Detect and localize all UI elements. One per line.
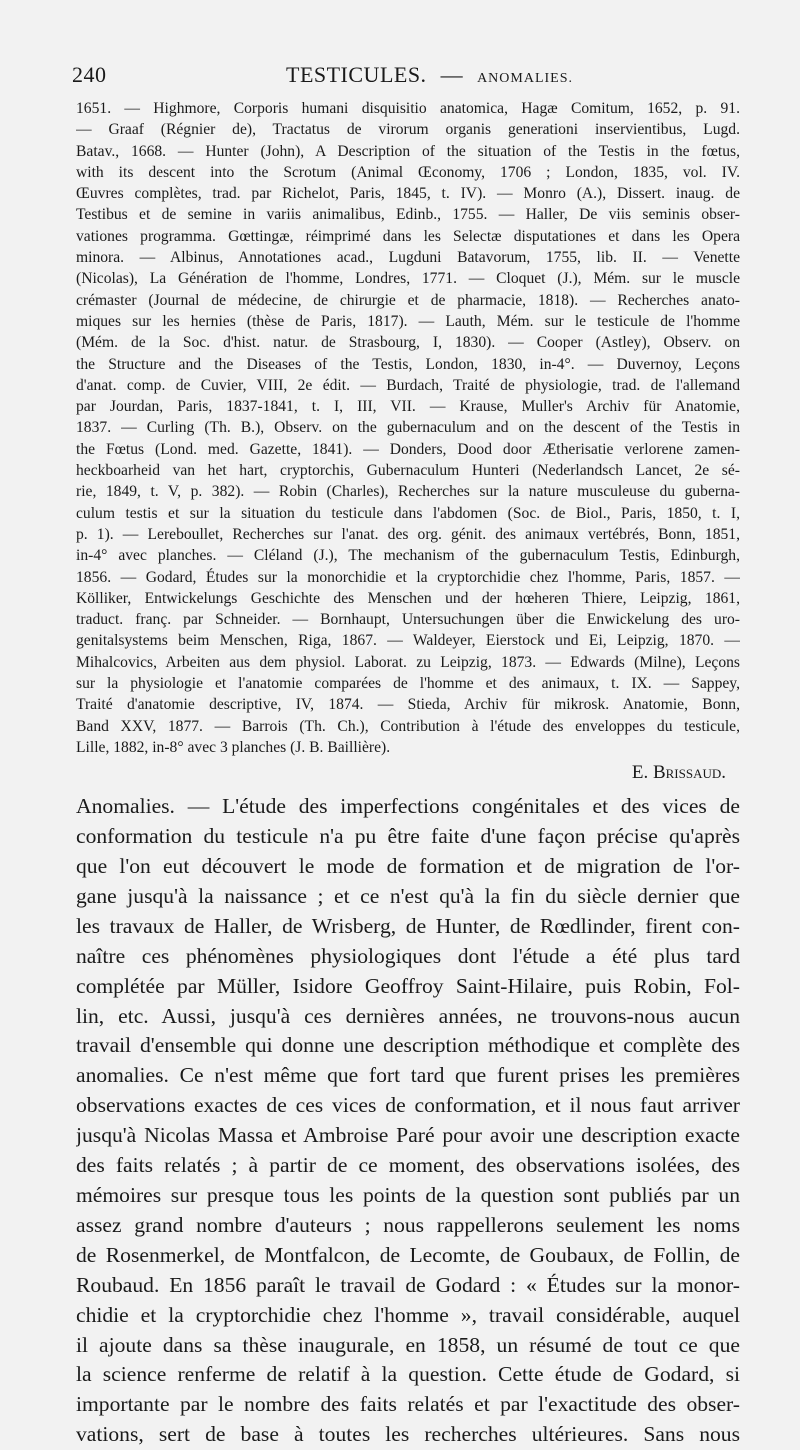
bibliography-line: in-4° avec planches. — Cléland (J.), The mechanism of the gubernaculum Testis, Edinburgh, xyxy=(76,547,740,565)
text-line: chidie et la cryptorchidie chez l'homme », travail considérable, auquel xyxy=(76,1302,740,1327)
bibliography-line: — Graaf (Régnier de), Tractatus de virorum organis generationi inservientibus, Lugd. xyxy=(76,121,740,139)
text-line: travail d'ensemble qui donne une description méthodique et complète des xyxy=(76,1033,740,1058)
main-text xyxy=(76,792,740,1450)
bibliography-line: the Structure and the Diseases of the Testis, London, 1830, in-4°. — Duvernoy, Leçons xyxy=(76,355,740,373)
text-line: vations, sert de base à toutes les recherches ultérieures. Sans nous xyxy=(76,1422,740,1447)
bibliography-line: miques sur les hernies (thèse de Paris, 1817). — Lauth, Mém. sur le testicule de l'homme xyxy=(76,312,740,330)
bibliography-line: Œuvres complètes, trad. par Richelot, Paris, 1845, t. IV). — Monro (A.), Dissert. inaug. de xyxy=(76,185,740,203)
text-line: la science renferme de relatif à la question. Cette étude de Godard, si xyxy=(76,1362,740,1387)
running-title xyxy=(286,62,573,88)
text-line: conformation du testicule n'a pu être faite d'une façon précise qu'après xyxy=(76,824,740,849)
text-line: des faits relatés ; à partir de ce moment, des observations isolées, des xyxy=(76,1153,740,1178)
bibliography-line: (Mém. de la Soc. d'hist. natur. de Strasbourg, I, 1830). — Cooper (Astley), Observ. on xyxy=(76,334,740,352)
running-title-dash: — xyxy=(440,62,464,87)
text-line: Anomalies. — L'étude des imperfections congénitales et des vices de xyxy=(76,794,740,819)
page-number: 240 xyxy=(72,62,107,87)
bibliography-line: rie, 1849, t. V, p. 382). — Robin (Charles), Recherches sur la nature musculeuse du guberna- xyxy=(76,483,740,501)
bibliography xyxy=(76,98,740,758)
text-line: de Rosenmerkel, de Montfalcon, de Lecomte, de Goubaux, de Follin, de xyxy=(76,1242,740,1267)
bibliography-line: sur la physiologie et l'anatomie comparées de l'homme et des animaux, t. IX. — Sappey, xyxy=(76,675,740,693)
text-line: que l'on eut découvert le mode de formation et de migration de l'or- xyxy=(76,854,740,879)
author-signature: E. Brissaud. xyxy=(631,762,726,784)
text-line: observations exactes de ces vices de conformation, et il nous faut arriver xyxy=(76,1093,740,1118)
text-line: gane jusqu'à la naissance ; et ce n'est qu'à la fin du siècle dernier que xyxy=(76,883,740,908)
text-line: il ajoute dans sa thèse inaugurale, en 1858, un résumé de tout ce que xyxy=(76,1332,740,1357)
bibliography-line: (Nicolas), La Génération de l'homme, Londres, 1771. — Cloquet (J.), Mém. sur le muscle xyxy=(76,270,740,288)
text-line: jusqu'à Nicolas Massa et Ambroise Paré pour avoir une description exacte xyxy=(76,1123,740,1148)
bibliography-line: Kölliker, Entwickelungs Geschichte des Menschen und der hœheren Thiere, Leipzig, 1861, xyxy=(76,589,740,607)
bibliography-line: Testibus et de semine in variis animalibus, Edinb., 1755. — Haller, De viis seminis obser- xyxy=(76,206,740,224)
text-line: les travaux de Haller, de Wrisberg, de Hunter, de Rœdlinder, firent con- xyxy=(76,913,740,938)
page-header xyxy=(72,54,740,98)
bibliography-line: Mihalcovics, Arbeiten aus dem physiol. Laborat. zu Leipzig, 1873. — Edwards (Milne), Leçons xyxy=(76,653,740,671)
text-line: mémoires sur presque tous les points de la question sont publiés par un xyxy=(76,1182,740,1207)
bibliography-line: par Jourdan, Paris, 1837-1841, t. I, III, VII. — Krause, Muller's Archiv für Anatomie, xyxy=(76,398,740,416)
bibliography-line: with its descent into the Scrotum (Animal Œconomy, 1706 ; London, 1835, vol. IV. xyxy=(76,163,740,181)
bibliography-line: p. 1). — Lereboullet, Recherches sur l'anat. des org. génit. des animaux vertébrés, Bonn, 1851, xyxy=(76,525,740,543)
bibliography-line: Traité d'anatomie descriptive, IV, 1874. — Stieda, Archiv für mikrosk. Anatomie, Bonn, xyxy=(76,696,740,714)
bibliography-line: the Fœtus (Lond. med. Gazette, 1841). — Donders, Dood door Ætherisatie verlorene zamen- xyxy=(76,440,740,458)
text-line: assez grand nombre d'auteurs ; nous rappellerons seulement les noms xyxy=(76,1212,740,1237)
bibliography-line: heckboarheid van het hart, cryptorchis, Gubernaculum Hunteri (Nederlandsch Lancet, 2e sé- xyxy=(76,462,740,480)
text-line: Roubaud. En 1856 paraît le travail de Godard : « Études sur la monor- xyxy=(76,1272,740,1297)
text-line: anomalies. Ce n'est même que fort tard que furent prises les premières xyxy=(76,1063,740,1088)
text-line: naître ces phénomènes physiologiques dont l'étude a été plus tard xyxy=(76,943,740,968)
text-line: complétée par Müller, Isidore Geoffroy Saint-Hilaire, puis Robin, Fol- xyxy=(76,973,740,998)
bibliography-line: vationes programma. Gœttingæ, réimprimé dans les Selectæ disputationes et dans les Opera xyxy=(76,227,740,245)
running-title-main: TESTICULES. xyxy=(286,62,427,87)
bibliography-line: 1651. — Highmore, Corporis humani disquisitio anatomica, Hagæ Comitum, 1652, p. 91. xyxy=(76,100,740,117)
bibliography-line: traduct. franç. par Schneider. — Bornhaupt, Untersuchungen über die Enwickelung des uro- xyxy=(76,611,740,629)
bibliography-line: 1856. — Godard, Études sur la monorchidie et la cryptorchidie chez l'homme, Paris, 1857. — xyxy=(76,568,740,586)
bibliography-line: genitalsystems beim Menschen, Riga, 1867. — Waldeyer, Eierstock und Ei, Leipzig, 1870. — xyxy=(76,632,740,650)
bibliography-line: Batav., 1668. — Hunter (John), A Description of the situation of the Testis in the fœtus, xyxy=(76,142,740,160)
text-line: importante par le nombre des faits relatés et par l'exactitude des obser- xyxy=(76,1392,740,1417)
text-line: lin, etc. Aussi, jusqu'à ces dernières années, ne trouvons-nous aucun xyxy=(76,1003,740,1028)
bibliography-line: Band XXV, 1877. — Barrois (Th. Ch.), Contribution à l'étude des enveloppes du testicule, xyxy=(76,717,740,735)
bibliography-line: crémaster (Journal de médecine, de chirurgie et de pharmacie, 1818). — Recherches anato- xyxy=(76,291,740,309)
bibliography-line: 1837. — Curling (Th. B.), Observ. on the gubernaculum and on the descent of the Testis in xyxy=(76,419,740,437)
bibliography-line: d'anat. comp. de Cuvier, VIII, 2e édit. — Burdach, Traité de physiologie, trad. de l'allemand xyxy=(76,376,740,394)
bibliography-line: culum testis et sur la situation du testicule dans l'abdomen (Soc. de Biol., Paris, 1850, t. I, xyxy=(76,504,740,522)
running-title-sub: ANOMALIES. xyxy=(477,71,574,86)
bibliography-line: minora. — Albinus, Annotationes acad., Lugduni Batavorum, 1755, lib. II. — Venette xyxy=(76,249,740,267)
bibliography-line: Lille, 1882, in-8° avec 3 planches (J. B. Baillière). xyxy=(76,738,391,756)
